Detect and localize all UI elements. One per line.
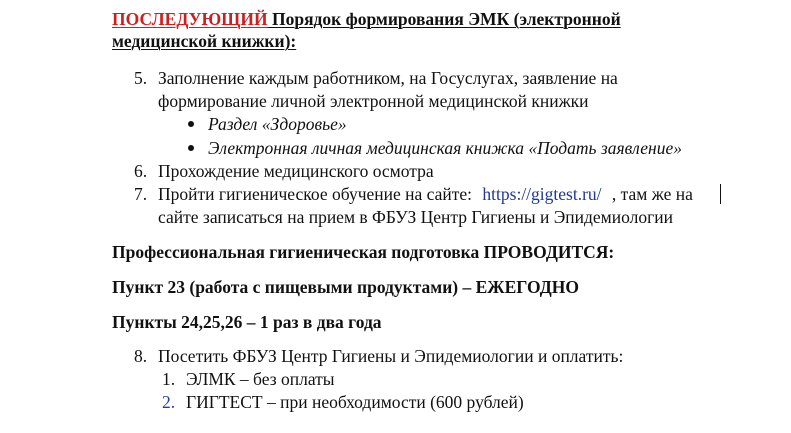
bullet-icon: [188, 121, 194, 127]
sub-item-text: ГИГТЕСТ – при необходимости (600 рублей): [186, 392, 524, 412]
bullet-item-health-section: Раздел «Здоровье»: [208, 114, 347, 134]
bullet-icon: [188, 145, 194, 151]
step-8: [134, 345, 623, 367]
items-24-26-note: Пункты 24,25,26 – 1 раз в два года: [112, 312, 382, 332]
bullet-item-apply: Электронная личная медицинская книжка «Подать заявление»: [208, 138, 682, 158]
heading-title: Порядок формирования ЭМК (электронной: [267, 9, 621, 29]
step-7: [134, 183, 693, 205]
sub-item-2: [162, 391, 524, 413]
gigtest-link[interactable]: https://gigtest.ru/: [482, 184, 602, 204]
heading-line-1: [112, 8, 621, 30]
training-note: Профессиональная гигиеническая подготовка ПРОВОДИТСЯ:: [112, 242, 615, 262]
step-number: 6.: [134, 161, 148, 181]
step-text: Пройти гигиеническое обучение на сайте:: [158, 184, 473, 204]
heading-line-2: медицинской книжки):: [112, 31, 297, 51]
step-6: [134, 160, 434, 182]
step-number: 5.: [134, 68, 148, 88]
sub-item-number: 1.: [162, 369, 176, 389]
sub-item-text: ЭЛМК – без оплаты: [186, 369, 335, 389]
step-7-line-2: сайте записаться на прием в ФБУЗ Центр Гигиены и Эпидемиологии: [158, 207, 674, 227]
heading-prefix: ПОСЛЕДУЮЩИЙ: [112, 9, 268, 29]
step-text: Посетить ФБУЗ Центр Гигиены и Эпидемиологии и оплатить:: [158, 346, 624, 366]
step-text: Заполнение каждым работником, на Госуслугах, заявление на: [158, 68, 618, 88]
item-23-note: Пункт 23 (работа с пищевыми продуктами) – ЕЖЕГОДНО: [112, 277, 579, 297]
sub-item-1: [162, 368, 335, 390]
step-5-line-2: формирование личной электронной медицинской книжки: [158, 91, 589, 111]
step-text-continued: , там же на: [611, 184, 693, 204]
step-number: 8.: [134, 346, 148, 366]
sub-item-number: 2.: [162, 392, 176, 412]
step-text: Прохождение медицинского осмотра: [158, 161, 434, 181]
step-5: [134, 67, 618, 89]
text-cursor: [720, 184, 721, 204]
step-number: 7.: [134, 184, 148, 204]
